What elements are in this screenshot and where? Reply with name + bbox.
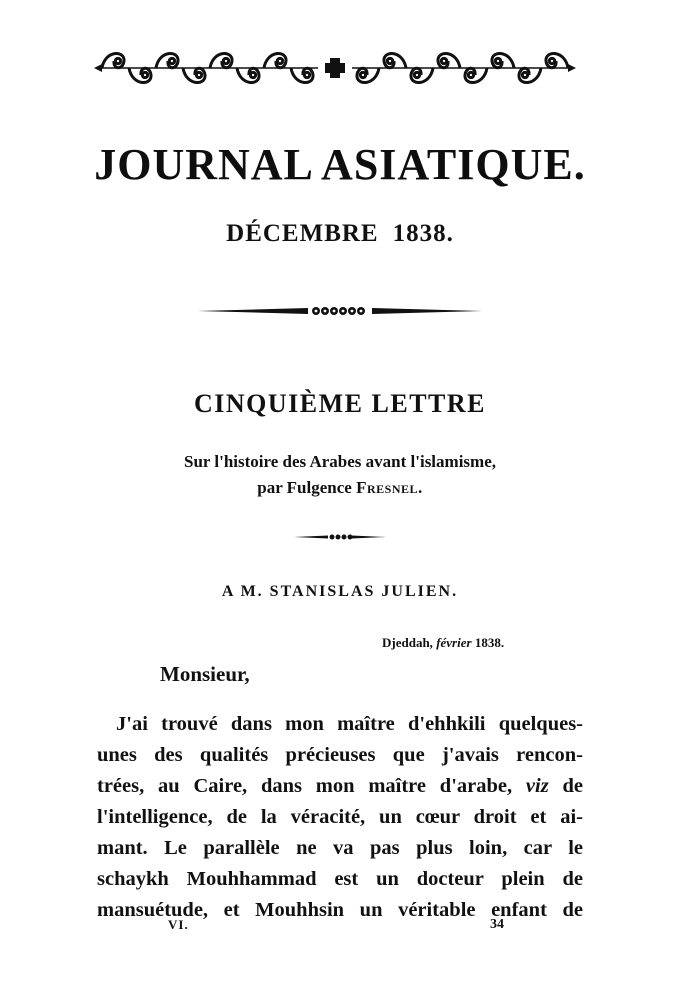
subtitle-line-2 — [0, 477, 680, 499]
dedication: A M. STANISLAS JULIEN. — [221, 583, 459, 600]
journal-title: JOURNAL ASIATIQUE. — [94, 140, 586, 189]
scroll-curl — [522, 72, 527, 77]
body-line-6: schaykh Mouhhammad est un docteur plein de — [97, 868, 583, 890]
body-line-3-start: trées, au Caire, dans mon maître d'arabe, — [97, 775, 513, 797]
subtitle-prefix: par Fulgence — [257, 478, 352, 497]
page-number: 34 — [490, 917, 504, 932]
letter-title: CINQUIÈME LETTRE — [194, 389, 486, 418]
scroll-ornament-icon — [92, 46, 578, 90]
scroll-curl — [115, 58, 120, 63]
place-date — [382, 634, 504, 652]
issue-month: DÉCEMBRE — [226, 220, 379, 247]
letter-year: 1838. — [474, 635, 505, 650]
scroll-curl — [223, 58, 228, 63]
signature-mark: VI. — [168, 917, 189, 932]
body-line-3-end: de — [562, 775, 583, 797]
letter-month: février — [436, 635, 472, 650]
issue-year: 1838. — [392, 220, 454, 247]
body-line-3-italic: viz — [525, 775, 549, 797]
scroll-curl — [441, 58, 446, 63]
place: Djeddah, — [382, 635, 433, 650]
scroll-curl — [250, 72, 255, 77]
scroll-curl — [387, 58, 392, 63]
small-rule-icon — [294, 532, 386, 542]
scroll-curl — [468, 72, 473, 77]
scroll-curl — [196, 72, 201, 77]
body-line-7: mansuétude, et Mouhhsin un véritable enfant de — [97, 899, 583, 921]
scroll-curl — [277, 58, 282, 63]
body-line-1: J'ai trouvé dans mon maître d'ehhkili quelques- — [116, 713, 583, 735]
scroll-curl — [495, 58, 500, 63]
scroll-curl — [549, 58, 554, 63]
scroll-curl — [142, 72, 147, 77]
salutation: Monsieur, — [160, 662, 250, 686]
body-line-3 — [97, 773, 583, 799]
body-line-2: unes des qualités précieuses que j'avais rencon- — [97, 744, 583, 766]
author-surname: Fresnel. — [356, 478, 423, 497]
scroll-curl — [414, 72, 419, 77]
body-line-4: l'intelligence, de la véracité, un cœur droit et ai- — [97, 806, 583, 828]
scroll-curl — [304, 72, 309, 77]
issue-date — [0, 219, 680, 249]
scroll-curl — [360, 72, 365, 77]
beaded-rule-icon — [198, 303, 482, 319]
body-line-5: mant. Le parallèle ne va pas plus loin, car le — [97, 837, 583, 859]
subtitle-line-1: Sur l'histoire des Arabes avant l'islamisme, — [183, 452, 496, 471]
scroll-curl — [169, 58, 174, 63]
